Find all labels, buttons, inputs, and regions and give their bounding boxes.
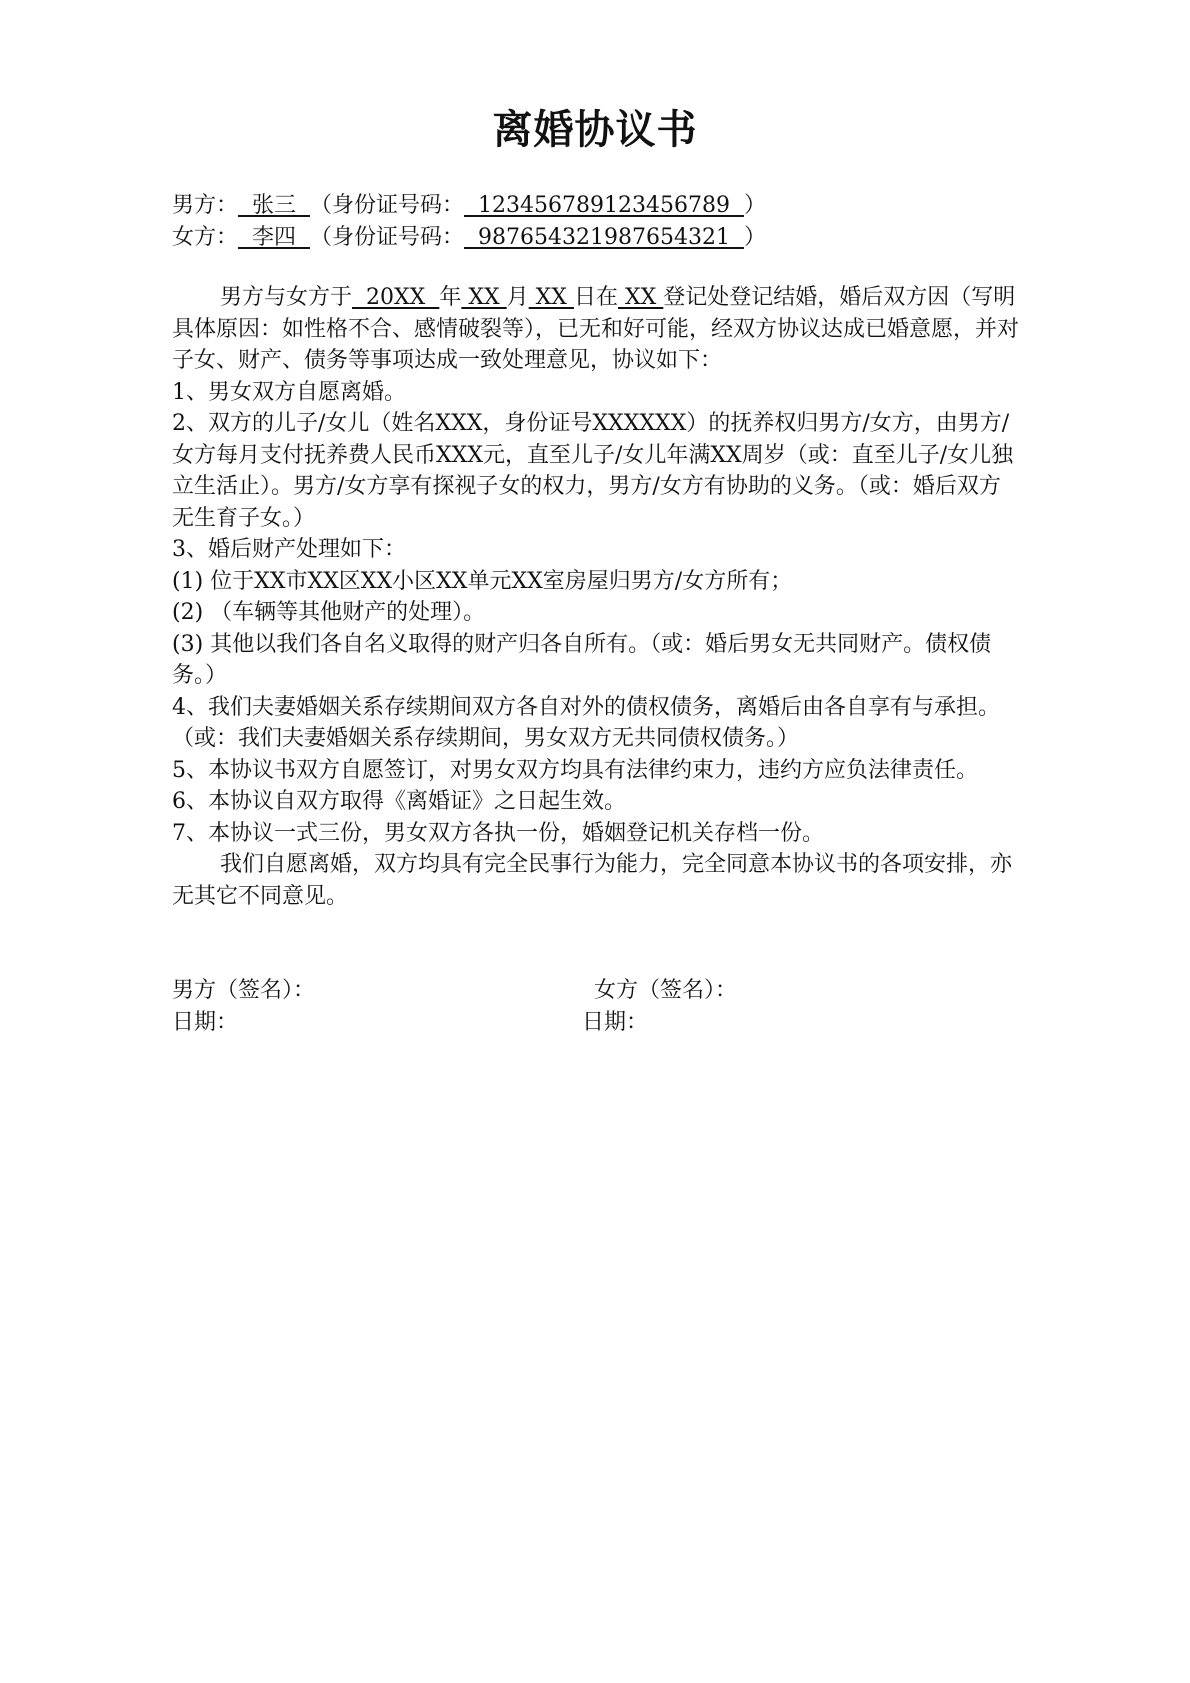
male-label: 男方： [172, 193, 239, 218]
intro-month-label: 月 [506, 285, 529, 310]
male-id-number: 123456789123456789 [464, 193, 744, 218]
marriage-day: XX [528, 285, 574, 310]
intro-paragraph [172, 282, 1022, 377]
male-date-label: 日期： [172, 1010, 239, 1035]
female-id-label: （身份证号码： [310, 225, 465, 250]
document-title: 离婚协议书 [492, 107, 698, 153]
female-id-close: ） [743, 225, 766, 250]
male-id-label: （身份证号码： [310, 193, 465, 218]
clause-4: 4、我们夫妻婚姻关系存续期间双方各自对外的债权债务，离婚后由各自享有与承担。（或：我们夫妻婚姻关系存续期间，男女双方无共同债权债务。） [172, 694, 1000, 751]
clause-7: 7、本协议一式三份，男女双方各执一份，婚姻登记机关存档一份。 [172, 820, 824, 846]
marriage-month: XX [461, 285, 507, 310]
clause-3-item-2: (2) （车辆等其他财产的处理）。 [172, 600, 486, 625]
closing-paragraph: 我们自愿离婚，双方均具有完全民事行为能力，完全同意本协议书的各项安排，亦无其它不同意见。 [172, 852, 1013, 909]
female-name: 李四 [238, 225, 310, 250]
clause-6: 6、本协议自双方取得《离婚证》之日起生效。 [172, 789, 626, 814]
marriage-year: 20XX [352, 285, 440, 310]
intro-text-rest: 登记处登记结婚，婚后双方因（写明具体原因：如性格不合、感情破裂等），已无和好可能，经双方协议达成已婚意愿，并对子女、财产、债务等事项达成一致处理意见，协议如下： [172, 285, 1020, 373]
registration-place: XX [617, 285, 664, 310]
female-date-label: 日期： [582, 1010, 649, 1035]
clause-1: 1、男女双方自愿离婚。 [172, 379, 406, 405]
clause-2: 2、双方的儿子/女儿（姓名XXX，身份证号XXXXXX）的抚养权归男方/女方，由男方/女方每月支付抚养费人民币XXX元，直至儿子/女儿年满XX周岁（或：直至儿子/女儿独立生活止）。男方/女方享有探视子女的权力，男方/女方有协助的义务。（或：婚后双方无生育子女。） [172, 411, 1014, 531]
intro-day-label: 日在 [573, 285, 618, 310]
clause-3: 3、婚后财产处理如下： [172, 537, 406, 562]
clause-5: 5、本协议书双方自愿签订，对男女双方均具有法律约束力，违约方应负法律责任。 [172, 757, 978, 783]
male-signature-label: 男方（签名）： [172, 978, 316, 1003]
female-id-number: 987654321987654321 [464, 225, 744, 250]
female-label: 女方： [172, 225, 239, 250]
male-id-close: ） [743, 193, 766, 218]
clause-3-item-3: (3) 其他以我们各自名义取得的财产归各自所有。（或：婚后男女无共同财产。债权债务。） [172, 631, 992, 688]
clause-3-item-1: (1) 位于XX市XX区XX小区XX单元XX室房屋归男方/女方所有； [172, 568, 793, 594]
male-name: 张三 [238, 193, 310, 218]
agreement-body [172, 282, 1022, 912]
intro-text: 男方与女方于 [220, 285, 353, 310]
female-signature-label: 女方（签名）： [594, 978, 738, 1003]
female-party-line [172, 222, 766, 254]
intro-year-label: 年 [439, 285, 462, 310]
male-party-line [172, 190, 766, 222]
